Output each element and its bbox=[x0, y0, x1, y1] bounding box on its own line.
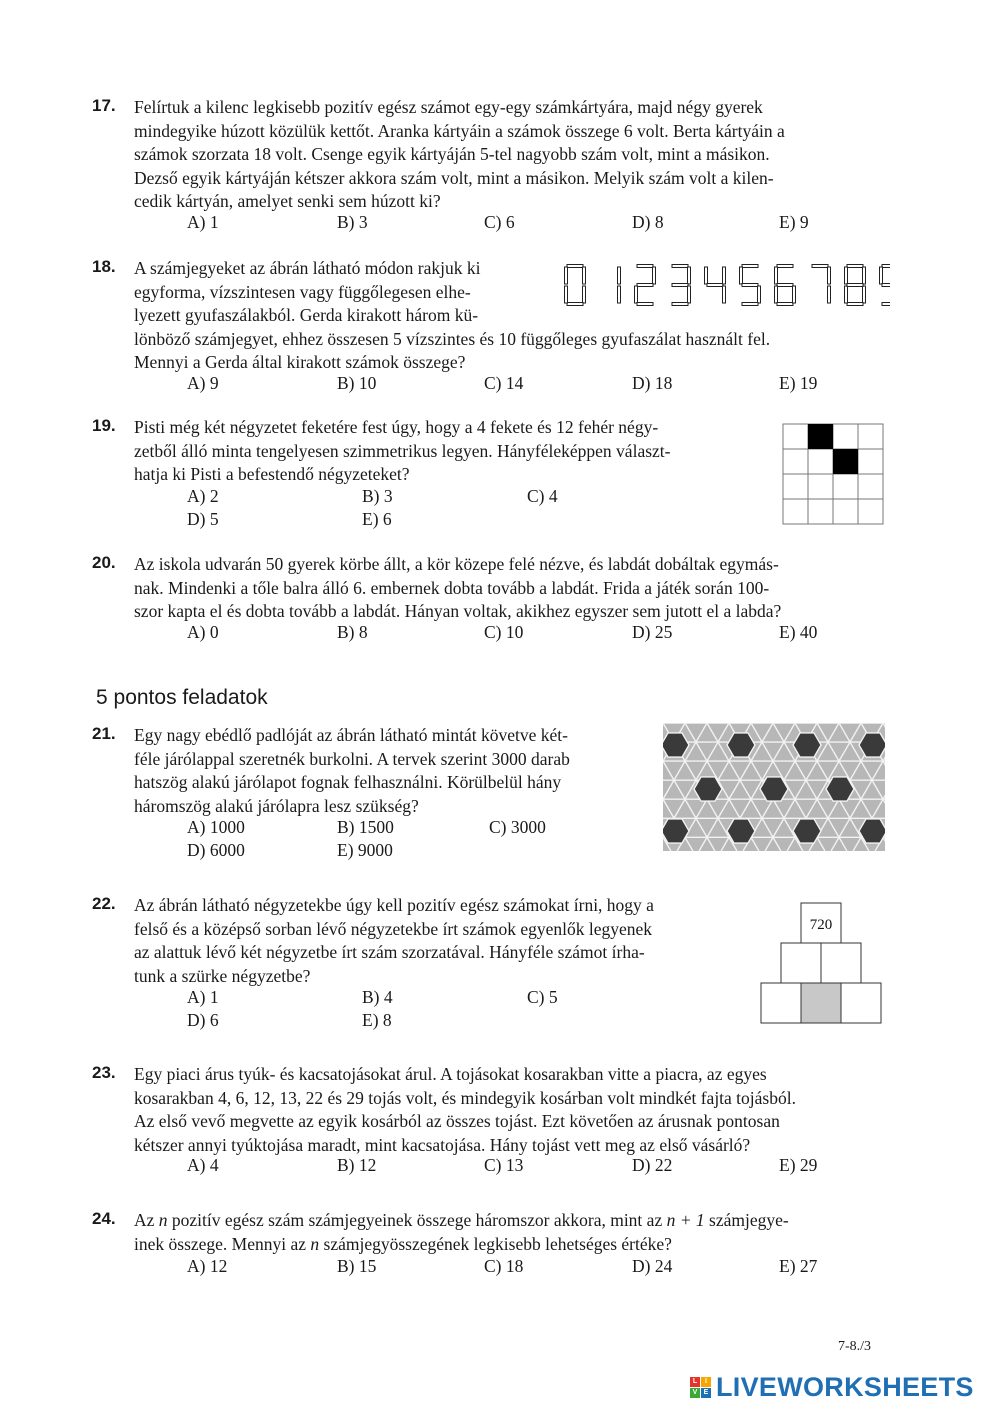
answer-d[interactable]: D) 5 bbox=[187, 509, 219, 529]
matchstick bbox=[847, 265, 863, 268]
matchstick bbox=[775, 267, 778, 284]
answer-a[interactable]: A) 12 bbox=[187, 1256, 228, 1276]
matchstick-digit-1 bbox=[618, 267, 621, 303]
text-line: zetből álló minta tengelyesen szimmetrikus legyen. Hányféleképpen választ- bbox=[134, 440, 671, 461]
answer-d[interactable]: D) 6 bbox=[187, 1010, 219, 1030]
text-line: A számjegyeket az ábrán látható módon rakjuk ki bbox=[134, 258, 481, 278]
answer-c[interactable]: C) 4 bbox=[527, 486, 558, 506]
hexagon-tile bbox=[727, 819, 755, 843]
matchstick bbox=[775, 286, 778, 303]
number-pyramid-figure bbox=[760, 902, 884, 1025]
variable-n: n bbox=[158, 1210, 168, 1230]
question-text bbox=[134, 96, 892, 214]
matchstick bbox=[863, 286, 866, 303]
answer-c[interactable]: C) 10 bbox=[484, 622, 524, 642]
question-number: 21. bbox=[92, 724, 116, 743]
matchstick bbox=[777, 284, 793, 287]
answer-d[interactable]: D) 18 bbox=[632, 373, 673, 393]
answer-c[interactable]: C) 13 bbox=[484, 1155, 524, 1175]
answer-e[interactable]: E) 9000 bbox=[337, 840, 393, 860]
matchstick bbox=[845, 286, 848, 303]
answer-b[interactable]: B) 15 bbox=[337, 1256, 377, 1276]
text-line: kétszer annyi tyúktojása maradt, mint kacsatojása. Hány tojást vett meg az első vásárló? bbox=[134, 1134, 751, 1155]
question-text bbox=[134, 1209, 892, 1256]
text-line: Felírtuk a kilenc legkisebb pozitív egész számot egy-egy számkártyára, majd négy gyerek bbox=[134, 97, 763, 117]
matchstick bbox=[618, 267, 621, 284]
brand-name: LIVEWORKSHEETS bbox=[716, 1372, 974, 1402]
matchstick-digit-0 bbox=[565, 265, 586, 306]
text-line: Pisti még két négyzetet feketére fest úgy, hogy a 4 fekete és 12 fehér négy- bbox=[134, 417, 659, 437]
pyramid-bottom-cell bbox=[841, 983, 881, 1023]
answer-e[interactable]: E) 8 bbox=[362, 1010, 392, 1030]
hexagon-tile bbox=[760, 777, 788, 801]
answer-d[interactable]: D) 8 bbox=[632, 212, 664, 232]
matchstick bbox=[882, 265, 890, 268]
matchstick bbox=[583, 286, 586, 303]
answer-a[interactable]: A) 1 bbox=[187, 212, 219, 232]
text-line: féle járólappal szeretnék burkolni. A tervek szerint 3000 darab bbox=[134, 748, 570, 769]
answer-b[interactable]: B) 1500 bbox=[337, 817, 394, 837]
answer-c[interactable]: C) 5 bbox=[527, 987, 558, 1007]
question-number: 18. bbox=[92, 257, 116, 276]
matchstick bbox=[565, 267, 568, 284]
symmetry-grid-figure bbox=[782, 423, 885, 526]
gray-cell bbox=[801, 983, 841, 1023]
hexagon-tile bbox=[793, 733, 821, 757]
matchstick bbox=[880, 267, 883, 284]
logo-icon: L I V E bbox=[690, 1377, 712, 1399]
matchstick-digit-3 bbox=[672, 265, 691, 306]
liveworksheets-logo[interactable] bbox=[690, 1372, 974, 1403]
answer-d[interactable]: D) 6000 bbox=[187, 840, 245, 860]
matchstick bbox=[742, 303, 758, 306]
matchstick bbox=[707, 284, 723, 287]
matchstick bbox=[793, 286, 796, 303]
question-text bbox=[134, 416, 754, 487]
question-number: 23. bbox=[92, 1063, 116, 1082]
answer-d[interactable]: D) 22 bbox=[632, 1155, 673, 1175]
matchstick-digit-4 bbox=[705, 267, 726, 303]
text-line: Az iskola udvarán 50 gyerek körbe állt, a kör közepe felé nézve, és labdát dobáltak egymás- bbox=[134, 554, 779, 574]
answer-b[interactable]: B) 8 bbox=[337, 622, 368, 642]
text-line: inek összege. Mennyi az n számjegyösszegének legkisebb lehetséges értéke? bbox=[134, 1233, 672, 1254]
hexagon-tile bbox=[826, 777, 854, 801]
question-number: 20. bbox=[92, 553, 116, 572]
question-number: 17. bbox=[92, 96, 116, 115]
matchstick bbox=[847, 303, 863, 306]
answer-b[interactable]: B) 10 bbox=[337, 373, 377, 393]
matchstick bbox=[863, 267, 866, 284]
question-24 bbox=[92, 1209, 892, 1256]
matchstick bbox=[882, 284, 890, 287]
text-line: hatja ki Pisti a befestendő négyzeteket? bbox=[134, 464, 410, 484]
question-number: 24. bbox=[92, 1209, 116, 1228]
answer-e[interactable]: E) 40 bbox=[779, 622, 818, 642]
text-line: Az n pozitív egész szám számjegyeinek összege háromszor akkora, mint az n + 1 számjegye- bbox=[134, 1210, 789, 1230]
text-line: tunk a szürke négyzetbe? bbox=[134, 965, 311, 986]
matchstick-digit-6 bbox=[775, 265, 796, 306]
variable-n: n bbox=[310, 1233, 320, 1254]
matchstick bbox=[742, 265, 758, 268]
answer-a[interactable]: A) 9 bbox=[187, 373, 219, 393]
matchstick bbox=[688, 286, 691, 303]
matchstick bbox=[653, 267, 656, 284]
black-square bbox=[833, 449, 858, 474]
question-number: 19. bbox=[92, 416, 116, 435]
matchstick-digit-2 bbox=[635, 265, 656, 306]
hexagon-tile bbox=[727, 733, 755, 757]
answer-a[interactable]: A) 1 bbox=[187, 987, 219, 1007]
tiling-pattern-figure bbox=[663, 723, 885, 851]
matchstick bbox=[705, 267, 708, 284]
text-line: Az ábrán látható négyzetekbe úgy kell pozitív egész számokat írni, hogy a bbox=[134, 895, 654, 915]
matchstick bbox=[688, 267, 691, 284]
matchstick bbox=[777, 303, 793, 306]
matchstick bbox=[635, 286, 638, 303]
answer-c[interactable]: C) 14 bbox=[484, 373, 524, 393]
text-line: felső és a középső sorban lévő négyzetekbe írt számok egyenlők legyenek bbox=[134, 918, 653, 939]
pyramid-bottom-cell bbox=[761, 983, 801, 1023]
answer-b[interactable]: B) 3 bbox=[337, 212, 368, 232]
matchstick bbox=[828, 286, 831, 303]
matchstick bbox=[845, 267, 848, 284]
answer-a[interactable]: A) 0 bbox=[187, 622, 219, 642]
answer-c[interactable]: C) 18 bbox=[484, 1256, 524, 1276]
answer-b[interactable]: B) 3 bbox=[362, 486, 393, 506]
question-17 bbox=[92, 96, 892, 214]
matchstick bbox=[672, 265, 688, 268]
text-line: lönböző számjegyet, ehhez összesen 5 vízszintes és 10 függőleges gyufaszálat használt fel. bbox=[134, 328, 771, 349]
matchstick bbox=[672, 284, 688, 287]
matchstick bbox=[723, 267, 726, 284]
answer-e[interactable]: E) 27 bbox=[779, 1256, 818, 1276]
answer-e[interactable]: E) 19 bbox=[779, 373, 818, 393]
matchstick bbox=[847, 284, 863, 287]
matchstick bbox=[565, 286, 568, 303]
question-23 bbox=[92, 1063, 892, 1157]
question-text bbox=[134, 724, 634, 818]
answer-d[interactable]: D) 24 bbox=[632, 1256, 673, 1276]
text-line: lyezett gyufaszálakból. Gerda kirakott három kü- bbox=[134, 305, 479, 325]
question-19 bbox=[92, 416, 892, 487]
text-line: hatszög alakú járólapot fognak felhasználni. Körülbelül hány bbox=[134, 772, 562, 792]
matchstick-digits-figure bbox=[560, 262, 890, 308]
answer-b[interactable]: B) 4 bbox=[362, 987, 393, 1007]
answer-a[interactable]: A) 2 bbox=[187, 486, 219, 506]
matchstick bbox=[637, 303, 653, 306]
matchstick-digit-9 bbox=[880, 265, 891, 306]
matchstick bbox=[637, 265, 653, 268]
matchstick bbox=[812, 265, 828, 268]
answer-c[interactable]: C) 6 bbox=[484, 212, 515, 232]
text-line: háromszög alakú járólapra lesz szükség? bbox=[134, 795, 419, 816]
matchstick bbox=[672, 303, 688, 306]
hexagon-tile bbox=[793, 819, 821, 843]
pyramid-middle-cell bbox=[821, 943, 861, 983]
text-line: számok szorzata 18 volt. Csenge egyik kártyáján 5-tel nagyobb szám volt, mint a másikon. bbox=[134, 144, 770, 164]
question-20 bbox=[92, 553, 892, 624]
matchstick bbox=[758, 286, 761, 303]
matchstick bbox=[567, 265, 583, 268]
matchstick bbox=[618, 286, 621, 303]
pyramid-middle-cell bbox=[781, 943, 821, 983]
matchstick-digit-7 bbox=[812, 265, 831, 304]
answer-d[interactable]: D) 25 bbox=[632, 622, 673, 642]
matchstick bbox=[828, 267, 831, 284]
matchstick-digit-5 bbox=[740, 265, 761, 306]
answer-b[interactable]: B) 12 bbox=[337, 1155, 377, 1175]
text-line: Dezső egyik kártyáján kétszer akkora szám volt, mint a másikon. Melyik szám volt a kilen- bbox=[134, 167, 774, 188]
text-line: kosarakban 4, 6, 12, 13, 22 és 29 tojás volt, és mindegyik kosárban volt mindkét fajta tojásból. bbox=[134, 1087, 796, 1108]
section-title: 5 pontos feladatok bbox=[96, 686, 268, 709]
hexagon-tile bbox=[694, 777, 722, 801]
matchstick bbox=[882, 303, 890, 306]
text-line: mindegyike húzott közülük kettőt. Aranka kártyáin a számok összege 6 volt. Berta kártyáin a bbox=[134, 120, 785, 141]
text-line: nak. Mindenki a tőle balra álló 6. embernek dobta tovább a labdát. Frida a játék során 100- bbox=[134, 577, 770, 598]
text-line: Az első vevő megvette az egyik kosárból az összes tojást. Ezt követően az árusnak pontosan bbox=[134, 1111, 780, 1131]
page-number: 7-8./3 bbox=[838, 1339, 872, 1354]
text-line: Egy piaci árus tyúk- és kacsatojásokat árul. A tojásokat kosarakban vitte a piacra, az egyes bbox=[134, 1064, 767, 1084]
black-square bbox=[808, 424, 833, 449]
text-line: cedik kártyán, amelyet senki sem húzott ki? bbox=[134, 191, 441, 211]
matchstick bbox=[583, 267, 586, 284]
answer-e[interactable]: E) 29 bbox=[779, 1155, 818, 1175]
matchstick bbox=[742, 284, 758, 287]
answer-a[interactable]: A) 1000 bbox=[187, 817, 245, 837]
matchstick bbox=[723, 286, 726, 303]
answer-e[interactable]: E) 9 bbox=[779, 212, 809, 232]
answer-c[interactable]: C) 3000 bbox=[489, 817, 546, 837]
top-value: 720 bbox=[809, 917, 833, 933]
text-line: Egy nagy ebédlő padlóját az ábrán látható mintát követve két- bbox=[134, 725, 568, 745]
matchstick bbox=[637, 284, 653, 287]
question-text bbox=[134, 1063, 892, 1157]
variable-n-plus-1: n + 1 bbox=[666, 1210, 705, 1230]
text-line: az alattuk lévő két négyzetbe írt szám szorzatával. Hányféle számot írha- bbox=[134, 942, 645, 962]
answer-a[interactable]: A) 4 bbox=[187, 1155, 219, 1175]
matchstick bbox=[740, 267, 743, 284]
matchstick-digit-8 bbox=[845, 265, 866, 306]
question-text bbox=[134, 894, 732, 988]
text-line: egyforma, vízszintesen vagy függőlegesen elhe- bbox=[134, 281, 471, 302]
matchstick bbox=[567, 303, 583, 306]
question-text bbox=[134, 553, 892, 624]
matchstick bbox=[777, 265, 793, 268]
text-line: szor kapta el és dobta tovább a labdát. Hányan voltak, akikhez egyszer sem jutott el a labda? bbox=[134, 601, 782, 621]
answer-e[interactable]: E) 6 bbox=[362, 509, 392, 529]
question-number: 22. bbox=[92, 894, 116, 913]
text-line: Mennyi a Gerda által kirakott számok összege? bbox=[134, 352, 466, 372]
